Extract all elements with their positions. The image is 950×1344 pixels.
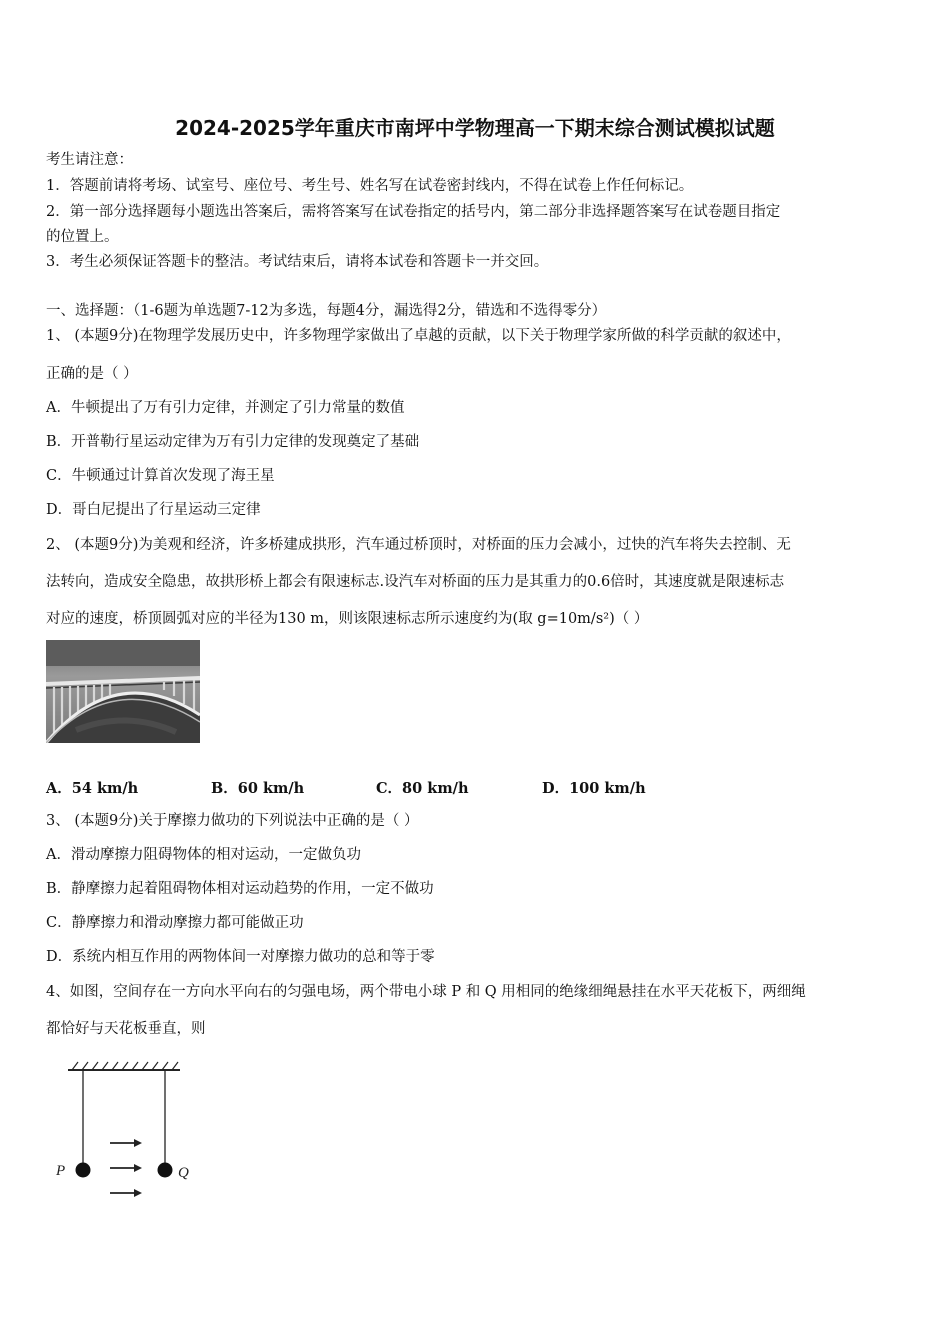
q3-option-b: B．静摩擦力起着阻碍物体相对运动趋势的作用，一定不做功 xyxy=(46,881,434,897)
section-heading: 一、选择题：（1-6题为单选题7-12为多选，每题4分，漏选得2分，错选和不选得零分） xyxy=(46,303,607,319)
q2-stem-cont: 对应的速度，桥顶圆弧对应的半径为130 m，则该限速标志所示速度约为(取 g=10m/s²)（ ） xyxy=(46,611,649,627)
arch-bridge-photo xyxy=(46,640,200,743)
notice-item: 3．考生必须保证答题卡的整洁。考试结束后，请将本试卷和答题卡一并交回。 xyxy=(46,254,549,270)
q2-option-d: D．100 km/h xyxy=(542,780,646,797)
q3-option-d: D．系统内相互作用的两物体间一对摩擦力做功的总和等于零 xyxy=(46,949,435,965)
q1-option-d: D．哥白尼提出了行星运动三定律 xyxy=(46,502,261,518)
q1-option-a: A．牛顿提出了万有引力定律，并测定了引力常量的数值 xyxy=(46,400,405,416)
q2-option-b: B．60 km/h xyxy=(211,780,305,797)
q3-option-a: A．滑动摩擦力阻碍物体的相对运动，一定做负功 xyxy=(46,847,361,863)
notice-item: 的位置上。 xyxy=(46,229,119,245)
notice-item: 1．答题前请将考场、试室号、座位号、考生号、姓名写在试卷密封线内，不得在试卷上作任何标记。 xyxy=(46,178,694,194)
q1-option-b: B．开普勒行星运动定律为万有引力定律的发现奠定了基础 xyxy=(46,434,420,450)
q1-stem-cont: 正确的是（ ） xyxy=(46,366,138,382)
q3-stem: 3、 (本题9分)关于摩擦力做功的下列说法中正确的是（ ） xyxy=(46,813,419,829)
q2-stem: 2、 (本题9分)为美观和经济，许多桥建成拱形，汽车通过桥顶时，对桥面的压力会减小，过快的汽车将失去控制、无 xyxy=(46,537,791,553)
label-p: P xyxy=(56,1163,66,1179)
field-arrows xyxy=(110,1139,142,1197)
q1-stem: 1、 (本题9分)在物理学发展历史中，许多物理学家做出了卓越的贡献，以下关于物理学家所做的科学贡献的叙述中， xyxy=(46,328,791,344)
ceiling-hatch xyxy=(72,1062,178,1070)
q2-stem-cont: 法转向，造成安全隐患，故拱形桥上都会有限速标志.设汽车对桥面的压力是其重力的0.6倍时，其速度就是限速标志 xyxy=(46,574,785,590)
q4-stem-cont: 都恰好与天花板垂直，则 xyxy=(46,1021,206,1037)
page-title: 2024-2025学年重庆市南坪中学物理高一下期末综合测试模拟试题 xyxy=(175,116,775,140)
label-q: Q xyxy=(178,1165,189,1181)
q4-stem: 4、如图，空间存在一方向水平向右的匀强电场，两个带电小球 P 和 Q 用相同的绝缘细绳悬挂在水平天花板下，两细绳 xyxy=(46,984,806,1000)
sphere-p xyxy=(76,1163,91,1178)
notice-heading: 考生请注意： xyxy=(46,152,133,168)
notice-item: 2．第一部分选择题每小题选出答案后，需将答案写在试卷指定的括号内，第二部分非选择题答案写在试卷题目指定 xyxy=(46,204,781,220)
charged-spheres-diagram xyxy=(50,1060,210,1210)
sphere-q xyxy=(158,1163,173,1178)
q2-option-a: A．54 km/h xyxy=(46,780,139,797)
q1-option-c: C．牛顿通过计算首次发现了海王星 xyxy=(46,468,275,484)
q2-option-c: C．80 km/h xyxy=(376,780,469,797)
q3-option-c: C．静摩擦力和滑动摩擦力都可能做正功 xyxy=(46,915,304,931)
